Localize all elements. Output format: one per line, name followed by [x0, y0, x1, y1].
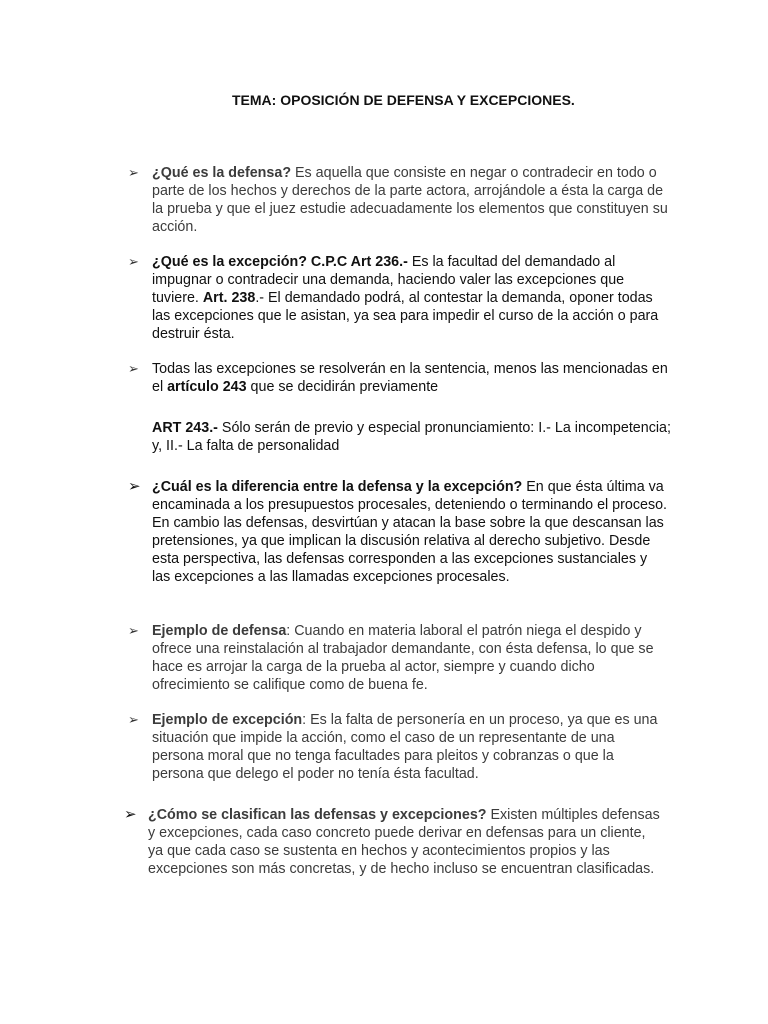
arrow-bullet-icon: ➢ — [128, 254, 139, 269]
arrow-bullet-icon: ➢ — [128, 165, 139, 180]
answer-text: Existen múltiples defensas y excepciones, cada caso concreto puede derivar en defensas para un cliente, ya que cada caso se sustenta en hechos y acontecimientos propios y las excepciones son más concretas, y de hecho incluso se encuentran clasificadas. — [148, 807, 660, 877]
arrow-bullet-icon: ➢ — [124, 806, 137, 823]
article-reference: Art. 238 — [202, 290, 256, 306]
list-item — [124, 806, 664, 878]
list-item — [128, 253, 668, 343]
list-item — [128, 711, 668, 783]
answer-text: Es aquella que consiste en negar o contradecir en todo o parte de los hechos y derechos de la parte actora, arrojándole a ésta la carga de la prueba y que el juez estudie adecuadamente los elementos que constituyen su acción. — [152, 165, 668, 235]
list-item — [128, 622, 668, 694]
article-reference: artículo 243 — [167, 379, 247, 395]
list-item — [128, 360, 668, 396]
answer-text: Es la facultad del demandado al impugnar o contradecir una demanda, haciendo valer las excepciones que tuviere. — [152, 254, 625, 306]
item-text-continued: que se decidirán previamente — [246, 379, 439, 395]
article-paragraph — [152, 419, 672, 455]
answer-text: : Es la falta de personería en un proceso, ya que es una situación que impide la acción, como el caso de un representante de una persona moral que no tenga facultades para pleitos y cobranzas o que la persona que delego el poder no tenía ésta facultad. — [152, 712, 658, 782]
answer-text: En que ésta última va encaminada a los presupuestos procesales, deteniendo o terminando el proceso. En cambio las defensas, desvirtúan y atacan la base sobre la que descansan las pretensiones, ya que implican la discusión relativa al derecho subjetivo. Desde esta perspectiva, las defensas corresponden a las excepciones sustanciales y las excepciones a las llamadas excepciones procesales. — [152, 479, 668, 585]
arrow-bullet-icon: ➢ — [128, 712, 139, 727]
question-label: ¿Qué es la defensa? — [152, 165, 292, 181]
answer-text-continued: .- El demandado podrá, al contestar la demanda, oponer todas las excepciones que le asistan, ya sea para impedir el curso de la acción o para destruir ésta. — [152, 290, 659, 342]
question-label: Ejemplo de defensa — [152, 623, 287, 639]
item-text: Todas las excepciones se resolverán en la sentencia, menos las mencionadas en el — [152, 361, 668, 395]
list-item — [128, 164, 668, 236]
article-label: ART 243.- — [152, 420, 218, 436]
question-label: Ejemplo de excepción — [152, 712, 303, 728]
answer-text: : Cuando en materia laboral el patrón niega el despido y ofrece una reinstalación al trabajador demandante, con ésta defensa, lo que se hace es arrojar la carga de la prueba al actor, siempre y cuando dicho ofrecimiento se califique como de buena fe. — [152, 623, 654, 693]
question-label: ¿Qué es la excepción? C.P.C Art 236.- — [152, 254, 408, 270]
question-label: ¿Cuál es la diferencia entre la defensa y la excepción? — [152, 479, 523, 495]
article-text: Sólo serán de previo y especial pronunciamiento: I.- La incompetencia; y, II.- La falta de personalidad — [152, 420, 671, 454]
question-label: ¿Cómo se clasifican las defensas y excepciones? — [148, 807, 487, 823]
arrow-bullet-icon: ➢ — [128, 623, 139, 638]
arrow-bullet-icon: ➢ — [128, 361, 139, 376]
document-title: TEMA: OPOSICIÓN DE DEFENSA Y EXCEPCIONES. — [232, 92, 575, 108]
list-item — [128, 478, 668, 586]
arrow-bullet-icon: ➢ — [128, 478, 141, 495]
